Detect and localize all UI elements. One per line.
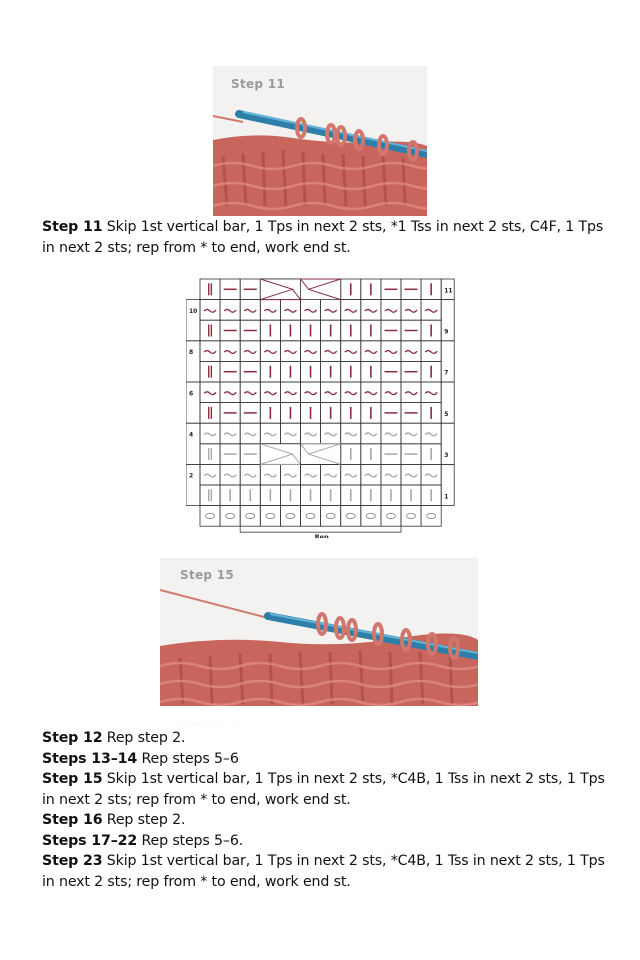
step-text: Rep step 2. [102,812,186,828]
chart-cell [321,341,341,362]
chart-cell [421,423,441,444]
step-text: Rep step 2. [102,730,186,746]
chart-cell [240,382,260,403]
chart-cell [341,506,361,527]
chart-cell [200,464,220,485]
chart-cell [321,300,341,321]
chart-cell [220,300,240,321]
chart-cell [421,506,441,527]
step-text: Rep steps 5–6. [137,832,244,849]
chart-cell [401,341,421,362]
chart-cell [321,506,341,527]
chart-cell [260,300,280,321]
chart-cell [401,423,421,444]
row-label: 9 [444,328,449,336]
chart-cell [260,341,280,362]
chart-cell [301,423,321,444]
row-label: 5 [444,410,449,418]
step15-photo-label: Step 15 [180,568,235,582]
rep-label: Rep [314,533,329,538]
chart-cell [280,506,300,527]
chart-cell [200,444,220,465]
chart-cell [200,279,220,300]
chart-cell [361,382,381,403]
chart-cell [361,300,381,321]
chart-cell [341,341,361,362]
chart-cell [220,341,240,362]
step11-photo [213,66,427,216]
chart-cell [240,506,260,527]
row-label: 1 [444,493,449,501]
chart-cell [361,506,381,527]
chart-cell [301,300,321,321]
chart-cell [200,300,220,321]
chart-cell [321,382,341,403]
step-label: Step 23 [42,853,103,869]
chart-cell [421,464,441,485]
step-label: Step 15 [42,771,103,787]
chart-cell [280,382,300,403]
chart-cell [381,506,401,527]
step-label: Steps 13–14 [42,750,138,767]
chart-cell [200,361,220,382]
row-label: 8 [189,349,194,357]
chart-cell [220,506,240,527]
chart-cell [200,382,220,403]
chart-cell [321,464,341,485]
step-text: Skip 1st vertical bar, 1 Tps in next 2 sts, *C4B, 1 Tss in next 2 sts, 1 Tps in next 2 sts; rep from * to end, work end st. [42,771,605,808]
chart-cell [240,341,260,362]
chart-cell [361,423,381,444]
chart-cell [280,423,300,444]
chart-cell [361,464,381,485]
chart-cell [280,341,300,362]
step-text: Skip 1st vertical bar, 1 Tps in next 2 sts, *1 Tss in next 2 sts, C4F, 1 Tps in next 2 sts; rep from * to end, work end st. [42,219,604,256]
chart-cell [280,300,300,321]
step-text: Rep steps 5–6 [137,750,239,767]
step-11-paragraph [42,217,612,258]
row-label: 2 [189,472,194,480]
step-label: Step 11 [42,219,103,235]
chart-cell [260,506,280,527]
chart-cell [240,423,260,444]
chart-cell [240,464,260,485]
row-label: 10 [189,307,198,315]
chart-cell [220,464,240,485]
chart-cell [401,382,421,403]
stitch-chart [186,278,456,538]
chart-cell [381,464,401,485]
chart-cell [321,423,341,444]
step-16-paragraph [42,810,612,831]
row-label: 3 [444,452,449,460]
step-label: Steps 17–22 [42,832,138,849]
chart-cell [200,403,220,424]
steps-13-14-paragraph [42,749,612,770]
chart-cell [421,341,441,362]
chart-cell [240,300,260,321]
steps-17-22-paragraph [42,831,612,852]
chart-cell [401,464,421,485]
chart-cell [260,464,280,485]
chart-cell [200,506,220,527]
chart-cell [220,423,240,444]
chart-cell [341,300,361,321]
step-12-paragraph [42,728,612,749]
chart-cell [341,464,361,485]
chart-cell [200,485,220,506]
chart-cell [421,382,441,403]
step15-photo [160,558,478,706]
chart-cell [260,423,280,444]
chart-cell [401,300,421,321]
step-15-paragraph [42,769,612,810]
chart-cell [341,423,361,444]
chart-cell [260,382,280,403]
row-label: 4 [189,431,194,439]
chart-cell [381,423,401,444]
row-label: 7 [444,369,449,377]
row-label: 11 [444,287,453,295]
step-label: Step 12 [42,730,103,746]
chart-cell [301,464,321,485]
step-23-paragraph [42,851,612,892]
step11-photo-label: Step 11 [231,77,286,91]
chart-cell [301,341,321,362]
chart-cell [220,382,240,403]
step-text: Skip 1st vertical bar, 1 Tps in next 2 sts, *C4B, 1 Tss in next 2 sts, 1 Tps in next 2 sts; rep from * to end, work end st. [42,853,605,890]
chart-cell [361,341,381,362]
chart-cell [280,464,300,485]
chart-cell [381,382,401,403]
chart-cell [200,320,220,341]
chart-cell [381,300,401,321]
chart-cell [301,506,321,527]
chart-cell [200,423,220,444]
chart-cell [421,300,441,321]
faint-artifact-text: · · ·· ·· · · · [178,722,237,729]
rep-bracket [240,526,401,532]
chart-cell [200,341,220,362]
chart-cell [381,341,401,362]
step-label: Step 16 [42,812,103,828]
stitch-chart-grid [186,278,456,538]
chart-cell [341,382,361,403]
row-label: 6 [189,390,194,398]
chart-cell [401,506,421,527]
chart-cell [301,382,321,403]
